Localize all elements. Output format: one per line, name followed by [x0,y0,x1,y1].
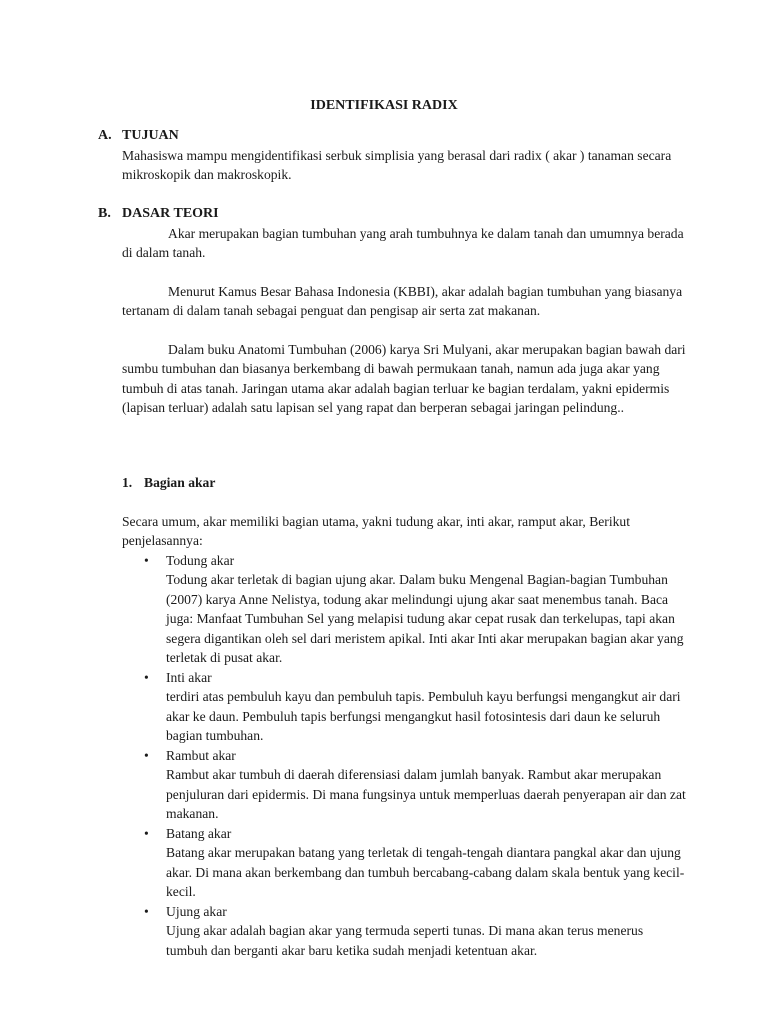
list-item-text: Todung akar terletak di bagian ujung akar. Dalam buku Mengenal Bagian-bagian Tumbuhan (2007) karya Anne Nelistya, todung akar melindungi ujung akar saat menembus tanah. Baca juga: Manfaat Tumbuhan Sel yang melapisi tudung akar cepat rusak dan terkelupas, tapi akan segera digantikan oleh sel dari meristem apikal. Inti akar Inti akar merupakan bagian akar yang terletak di pusat akar. [166,572,684,665]
section-tujuan [98,126,688,185]
subsection-bagian-akar [98,473,688,960]
list-item-text: terdiri atas pembuluh kayu dan pembuluh tapis. Pembuluh kayu berfungsi mengangkut air dari akar ke daun. Pembuluh tapis berfungsi mengangkut hasil fotosintesis dari daun ke seluruh bagian tumbuhan. [166,689,681,743]
section-heading [98,204,688,224]
list-item-title: • Rambut akar [166,747,236,763]
paragraph: Menurut Kamus Besar Bahasa Indonesia (KBBI), akar adalah bagian tumbuhan yang biasanya tertanam di dalam tanah sebagai penguat dan pengisap air serta zat makanan. [122,283,683,318]
list-item-text: Batang akar merupakan batang yang terletak di tengah-tengah diantara pangkal akar dan ujung akar. Di mana akan berkembang dan tumbuh bercabang-cabang dalam skala bentuk yang kecil-kecil. [166,845,685,899]
list-item-title: • Ujung akar [166,903,227,919]
subsection-heading [122,473,688,493]
section-text: Mahasiswa mampu mengidentifikasi serbuk simplisia yang berasal dari radix ( akar ) tanaman secara mikroskopik dan makroskopik. [122,147,672,182]
root-parts-list [144,551,688,961]
section-dasar-teori [98,204,688,418]
section-title: TUJUAN [122,128,179,143]
list-item [144,746,688,824]
section-heading [98,126,688,146]
list-item [144,824,688,902]
list-item [144,902,688,961]
paragraph: Akar merupakan bagian tumbuhan yang arah tumbuhnya ke dalam tanah dan umumnya berada di dalam tanah. [122,225,684,260]
list-item-title: • Batang akar [166,825,232,841]
paragraph: Dalam buku Anatomi Tumbuhan (2006) karya Sri Mulyani, akar merupakan bagian bawah dari sumbu tumbuhan dan biasanya berkembang di bawah permukaan tanah, namun ada juga akar yang tumbuh di atas tanah. Jaringan utama akar adalah bagian terluar ke bagian terdalam, yakni epidermis (lapisan terluar) adalah satu lapisan sel yang rapat dan berperan sebagai jaringan pelindung.. [122,341,686,415]
list-item-title: • Inti akar [166,669,212,685]
subsection-intro: Secara umum, akar memiliki bagian utama, yakni tudung akar, inti akar, ramput akar, Berikut penjelasannya: [122,513,630,548]
section-letter: A. [98,128,112,143]
section-title: DASAR TEORI [122,206,219,221]
list-item [144,668,688,746]
document-title: IDENTIFIKASI RADIX [310,98,458,113]
list-item-text: Ujung akar adalah bagian akar yang termuda seperti tunas. Di mana akan terus menerus tumbuh dan berganti akar baru ketika sudah menjadi ketentuan akar. [166,923,644,958]
list-item-title: • Todung akar [166,552,235,568]
subsection-title: Bagian akar [144,475,216,490]
section-letter: B. [98,206,111,221]
subsection-number: 1. [122,475,133,490]
list-item [144,551,688,668]
list-item-text: Rambut akar tumbuh di daerah diferensiasi dalam jumlah banyak. Rambut akar merupakan penjuluran dari epidermis. Di mana fungsinya untuk memperluas daerah penyerapan air dan zat makanan. [166,767,686,821]
